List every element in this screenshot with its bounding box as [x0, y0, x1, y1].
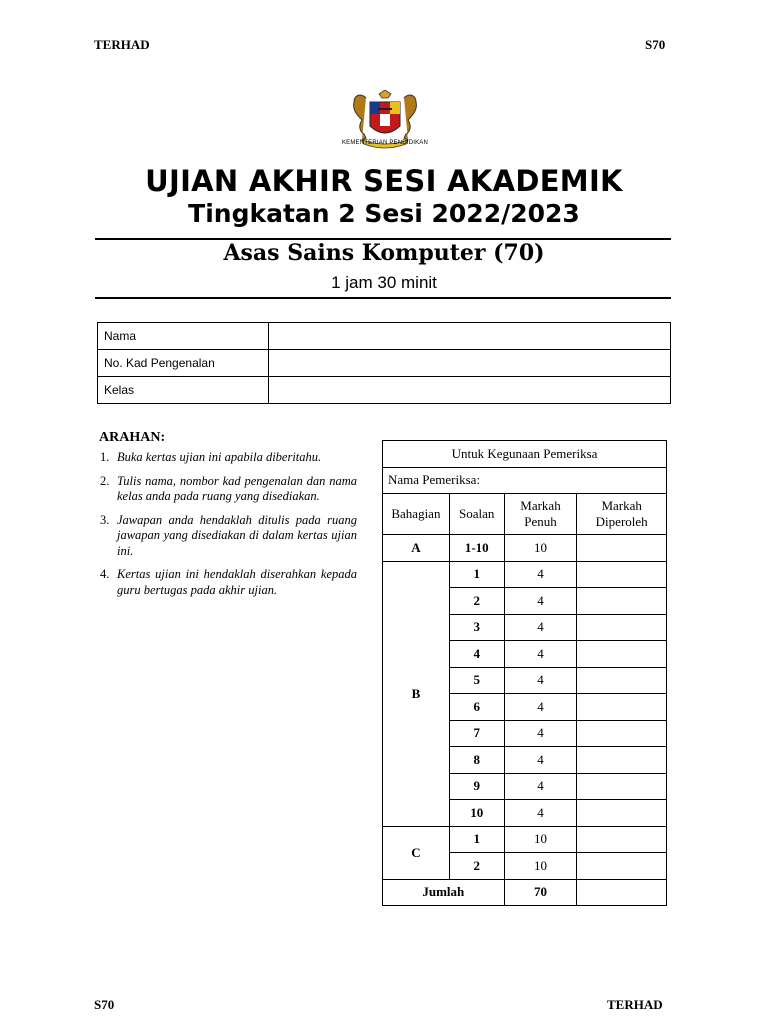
question-number: 9 [449, 773, 504, 800]
col-header-question: Soalan [449, 494, 504, 535]
instruction-item [100, 513, 357, 560]
full-marks-value: 10 [504, 535, 577, 562]
identity-answer-field[interactable] [269, 377, 671, 404]
instruction-text: Jawapan anda hendaklah ditulis pada ruang jawapan yang disediakan di dalam kertas ujian ini. [117, 512, 357, 558]
section-a-label: A [383, 535, 450, 562]
table-row [383, 535, 667, 562]
full-marks-value: 4 [504, 561, 577, 588]
total-marks-obtained-cell[interactable] [577, 879, 667, 906]
full-marks-value: 4 [504, 800, 577, 827]
full-marks-value: 10 [504, 853, 577, 880]
full-marks-value: 4 [504, 747, 577, 774]
full-marks-value: 4 [504, 641, 577, 668]
identity-label: No. Kad Pengenalan [98, 350, 269, 377]
marks-obtained-cell[interactable] [577, 694, 667, 721]
subject-title: Asas Sains Komputer (70) [223, 240, 545, 266]
instruction-text: Tulis nama, nombor kad pengenalan dan nama kelas anda pada ruang yang disediakan. [117, 473, 357, 503]
section-b-label: B [383, 561, 450, 826]
question-number: 2 [449, 853, 504, 880]
table-row [383, 561, 667, 588]
col-header-section: Bahagian [383, 494, 450, 535]
total-row [383, 879, 667, 906]
instruction-number: 3. [100, 512, 110, 527]
examiner-marks-table [382, 440, 667, 906]
identity-row-name [98, 323, 671, 350]
identity-label: Nama [98, 323, 269, 350]
marks-obtained-cell[interactable] [577, 773, 667, 800]
marks-obtained-cell[interactable] [577, 535, 667, 562]
identity-answer-field[interactable] [269, 350, 671, 377]
question-number: 3 [449, 614, 504, 641]
examiner-table-title: Untuk Kegunaan Pemeriksa [383, 441, 667, 468]
question-number: 1 [449, 561, 504, 588]
footer-right: TERHAD [607, 997, 663, 1012]
marks-obtained-cell[interactable] [577, 826, 667, 853]
exam-duration: 1 jam 30 minit [331, 273, 437, 292]
full-marks-value: 4 [504, 588, 577, 615]
ministry-caption: KEMENTERIAN PENDIDIKAN [341, 140, 429, 146]
instructions-title: ARAHAN: [99, 430, 166, 445]
footer-left: S70 [94, 997, 115, 1012]
instructions-list [100, 450, 357, 606]
marks-obtained-cell[interactable] [577, 800, 667, 827]
header-left: TERHAD [94, 37, 150, 52]
question-number: 10 [449, 800, 504, 827]
marks-obtained-cell[interactable] [577, 561, 667, 588]
question-number: 6 [449, 694, 504, 721]
student-identity-table [97, 322, 671, 404]
instruction-item [100, 567, 357, 598]
exam-title: UJIAN AKHIR SESI AKADEMIK [145, 164, 623, 198]
total-marks-value: 70 [504, 879, 577, 906]
divider-bottom [95, 297, 671, 299]
question-number: 1-10 [449, 535, 504, 562]
total-label: Jumlah [383, 879, 505, 906]
full-marks-value: 4 [504, 773, 577, 800]
section-c-label: C [383, 826, 450, 879]
question-number: 4 [449, 641, 504, 668]
header-right: S70 [645, 37, 666, 52]
examiner-name-label: Nama Pemeriksa: [383, 467, 667, 494]
full-marks-value: 4 [504, 720, 577, 747]
instruction-number: 4. [100, 567, 110, 581]
col-header-full-marks: Markah Penuh [504, 494, 577, 535]
full-marks-value: 4 [504, 667, 577, 694]
question-number: 1 [449, 826, 504, 853]
identity-row-ic [98, 350, 671, 377]
marks-obtained-cell[interactable] [577, 614, 667, 641]
instruction-item [100, 450, 357, 466]
marks-obtained-cell[interactable] [577, 588, 667, 615]
instruction-item [100, 474, 357, 505]
instruction-number: 2. [100, 473, 110, 488]
marks-obtained-cell[interactable] [577, 641, 667, 668]
identity-row-class [98, 377, 671, 404]
question-number: 8 [449, 747, 504, 774]
identity-label: Kelas [98, 377, 269, 404]
question-number: 7 [449, 720, 504, 747]
instruction-text: Kertas ujian ini hendaklah diserahkan kepada guru bertugas pada akhir ujian. [117, 567, 357, 597]
full-marks-value: 4 [504, 694, 577, 721]
marks-obtained-cell[interactable] [577, 853, 667, 880]
full-marks-value: 4 [504, 614, 577, 641]
instruction-number: 1. [100, 450, 110, 464]
table-row [383, 826, 667, 853]
col-header-marks-obtained: Markah Diperoleh [577, 494, 667, 535]
instruction-text: Buka kertas ujian ini apabila diberitahu. [117, 450, 322, 464]
question-number: 5 [449, 667, 504, 694]
question-number: 2 [449, 588, 504, 615]
marks-obtained-cell[interactable] [577, 720, 667, 747]
marks-obtained-cell[interactable] [577, 747, 667, 774]
full-marks-value: 10 [504, 826, 577, 853]
marks-obtained-cell[interactable] [577, 667, 667, 694]
exam-session: Tingkatan 2 Sesi 2022/2023 [188, 199, 580, 228]
identity-answer-field[interactable] [269, 323, 671, 350]
